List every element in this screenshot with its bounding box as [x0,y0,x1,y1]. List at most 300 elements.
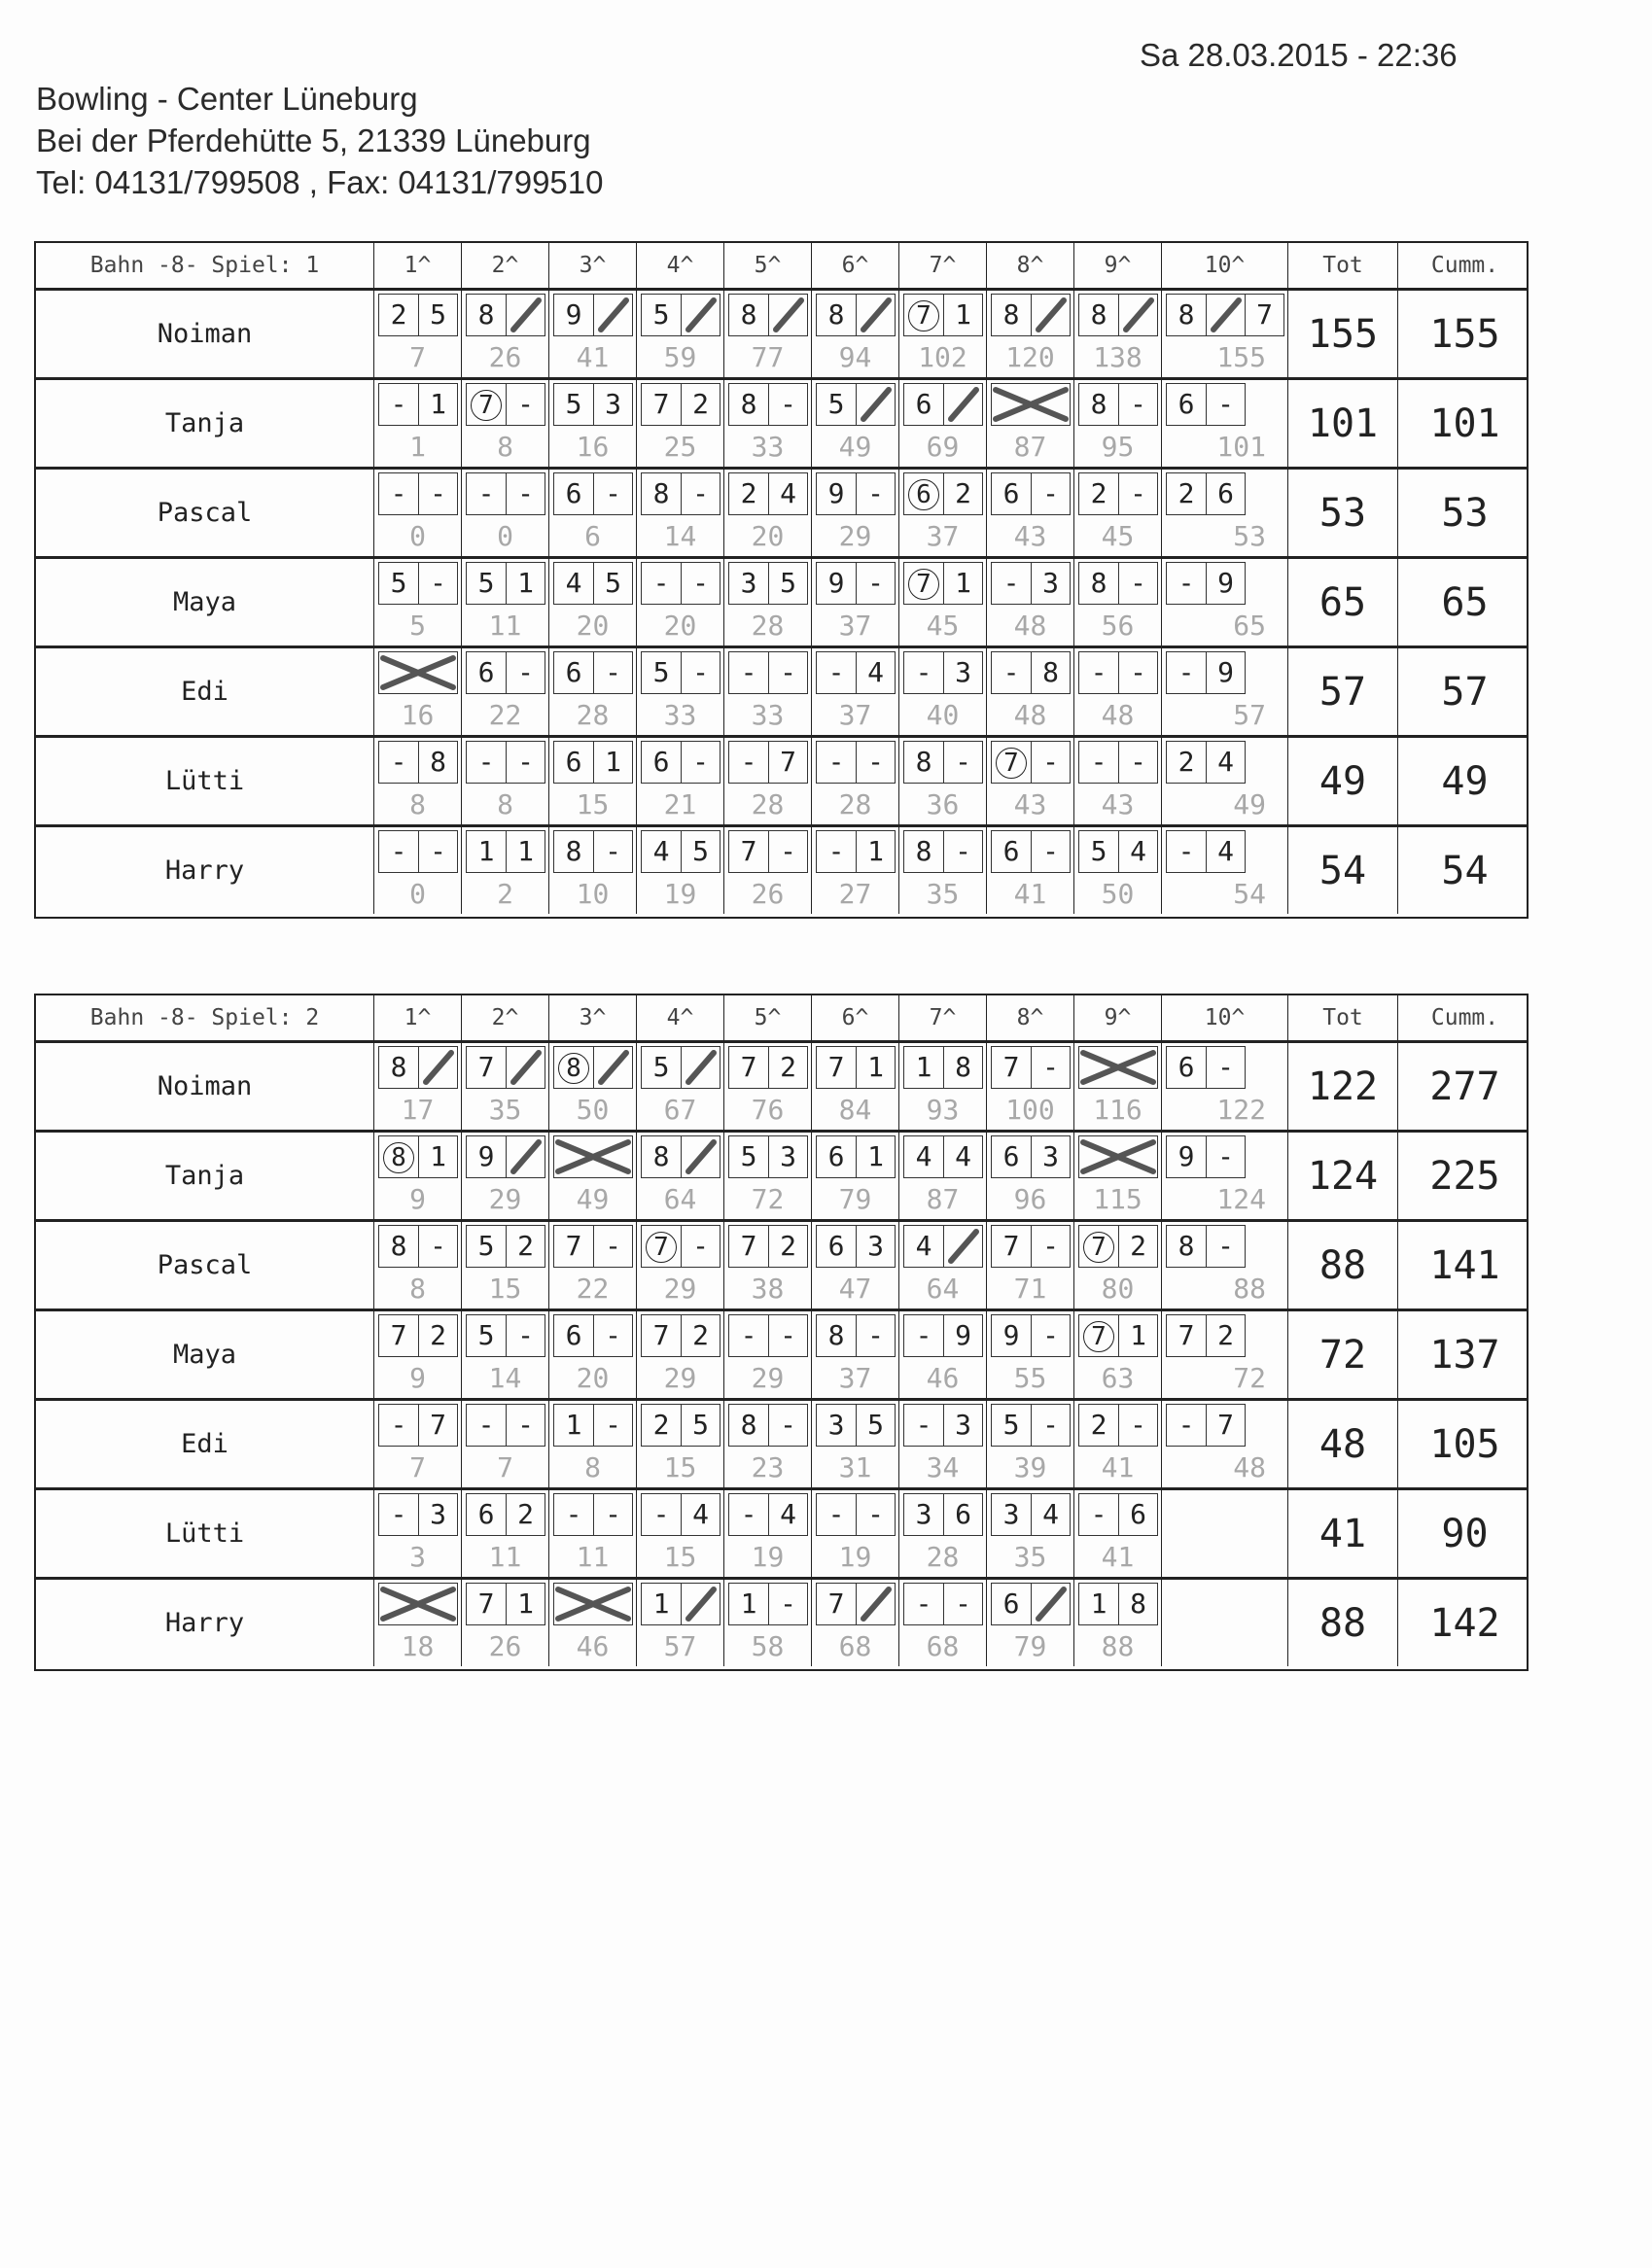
frame-10 [1162,1133,1288,1219]
roll: 7 [390,1319,407,1351]
frame-roll-box [553,1225,633,1268]
frame-3 [549,1222,637,1308]
player-name: Lütti [36,738,374,824]
frame-roll-box [1078,1583,1158,1625]
roll: - [1031,1047,1070,1088]
roll: - [856,473,895,514]
strike-mark [1079,1047,1157,1088]
frame-1 [374,559,462,646]
frame-roll-box [378,1493,458,1536]
game-total: 54 [1288,827,1398,914]
roll: 5 [856,1405,895,1446]
frame-cumulative-score: 46 [926,1362,960,1394]
roll: 7 [477,1588,495,1620]
frame-cumulative-score: 28 [751,788,785,820]
frame-cumulative-score: 11 [488,610,522,642]
roll: - [506,742,545,783]
roll: 6 [943,1494,982,1535]
frame-1 [374,291,462,377]
roll: 6 [565,746,582,778]
frame-roll-box [903,294,983,336]
frame-6 [812,1222,899,1308]
roll [506,1136,545,1177]
frame-4 [637,1580,724,1666]
frame-header-6: 6^ [812,243,899,288]
frame-cumulative-score: 17 [401,1094,435,1126]
roll: - [768,1405,807,1446]
roll: - [1118,473,1157,514]
roll: 6 [565,477,582,509]
roll: 1 [506,563,545,604]
frame-6 [812,1043,899,1130]
frame-cumulative-score: 0 [497,520,513,552]
roll: 4 [943,1136,982,1177]
frame-5 [724,1043,812,1130]
frame-roll-box [1166,1225,1246,1268]
roll: - [418,563,457,604]
frame-2 [462,1311,549,1398]
frame-cumulative-score: 79 [1013,1630,1047,1662]
spare-mark [682,1136,721,1177]
frame-10 [1162,1311,1288,1398]
roll: 2 [1177,477,1195,509]
roll: 1 [565,1409,582,1441]
cumulative-total: 105 [1429,1421,1500,1467]
frame-header-4: 4^ [637,243,724,288]
cumulative-total: 225 [1429,1153,1500,1199]
frame-roll-box [903,830,983,873]
roll: - [681,652,720,693]
roll: 1 [506,831,545,872]
frame-roll-box [466,562,545,605]
frame-7 [899,738,987,824]
frame-roll-box [728,1493,808,1536]
roll: 8 [1002,298,1020,331]
player-name: Noiman [36,1043,374,1130]
roll: 7 [740,1051,757,1083]
frame-roll-box [553,651,633,694]
frame-cumulative-score: 76 [751,1094,785,1126]
frame-3 [549,648,637,735]
roll: - [1031,1405,1070,1446]
roll [768,295,807,335]
frame-7 [899,1133,987,1219]
game-total: 65 [1288,559,1398,646]
frame-roll-box [991,472,1071,515]
roll: 6 [477,1498,495,1530]
frame-4 [637,827,724,914]
frame-cumulative-score: 16 [576,431,610,463]
roll: - [768,384,807,425]
frame-3 [549,738,637,824]
roll: - [768,831,807,872]
roll: 5 [681,1405,720,1446]
split-circled-roll: 7 [908,569,939,600]
frame-roll-box [378,383,458,426]
split-circled-roll: 6 [908,479,939,510]
player-row [36,1043,1527,1133]
roll: - [1118,652,1157,693]
roll: 6 [1177,388,1195,420]
spare-mark [682,1047,721,1088]
frame-roll-box [1166,472,1246,515]
frame-8 [987,1490,1074,1577]
roll: - [681,742,720,783]
cumm-header: Cumm. [1430,253,1499,278]
frame-10 [1162,559,1288,646]
frame-10 [1162,470,1288,556]
frame-roll-box [991,1583,1071,1625]
cumulative-total: 101 [1429,401,1500,446]
center-name: Bowling - Center Lüneburg [36,81,418,117]
roll: 4 [1118,831,1157,872]
frame-10 [1162,1043,1288,1130]
frame-roll-box [1078,741,1158,784]
frame-roll-box [1166,1404,1246,1447]
roll [856,384,895,425]
roll: - [1031,831,1070,872]
frame-cumulative-score: 41 [1101,1451,1135,1483]
roll: - [390,388,407,420]
frame-cumulative-score: 11 [576,1541,610,1573]
frame-cumulative-score: 57 [1233,699,1266,731]
roll [506,295,545,335]
frame-roll-box [1166,741,1246,784]
roll: 5 [477,1319,495,1351]
roll: - [1206,1226,1245,1267]
frame-2 [462,470,549,556]
frame-9 [1074,1043,1162,1130]
frame-1 [374,1222,462,1308]
roll [904,563,943,604]
player-name: Maya [36,1311,374,1398]
frame-1 [374,380,462,467]
frame-cumulative-score: 72 [1233,1362,1266,1394]
roll: 9 [1002,1319,1020,1351]
frame-cumulative-score: 34 [926,1451,960,1483]
frame-header-10: 10^ [1162,243,1288,288]
roll: 1 [418,1136,457,1177]
frame-roll-box [816,1493,896,1536]
frame-7 [899,470,987,556]
frame-roll-box [816,1046,896,1089]
roll: 5 [652,298,670,331]
roll: 6 [477,656,495,688]
roll: 1 [506,1584,545,1624]
roll: 8 [740,388,757,420]
game-total: 57 [1288,648,1398,735]
sheet-header-row [36,243,1527,291]
roll: 7 [477,1051,495,1083]
roll: 8 [943,1047,982,1088]
frame-roll-box [1078,1404,1158,1447]
frame-3 [549,291,637,377]
frame-cumulative-score: 11 [488,1541,522,1573]
roll: - [418,1226,457,1267]
spare-mark [682,1584,721,1624]
frame-5 [724,1222,812,1308]
frame-5 [724,1490,812,1577]
frame-cumulative-score: 68 [838,1630,872,1662]
roll: - [390,477,407,509]
frame-cumulative-score: 21 [663,788,697,820]
frame-cumulative-score: 26 [488,1630,522,1662]
frame-9 [1074,1311,1162,1398]
roll: 2 [418,1315,457,1356]
frame-cumulative-score: 71 [1013,1273,1047,1305]
frame-roll-box [466,1404,545,1447]
frame-roll-box [378,472,458,515]
frame-cumulative-score: 1 [409,431,426,463]
frame-5 [724,738,812,824]
split-circled-roll: 7 [908,300,939,331]
frame-cumulative-score: 120 [1005,341,1055,373]
frame-roll-box [466,472,545,515]
roll: - [593,1494,632,1535]
roll: 4 [768,473,807,514]
frame-roll-box [1166,1046,1246,1089]
roll: 7 [1002,1230,1020,1262]
frame-cumulative-score: 37 [838,610,872,642]
frame-10 [1162,1222,1288,1308]
roll: 2 [652,1409,670,1441]
frame-9 [1074,470,1162,556]
roll: 7 [827,1051,845,1083]
frame-3 [549,1580,637,1666]
frame-roll-box [553,830,633,873]
spare-mark [507,1136,545,1177]
game-total: 88 [1288,1222,1398,1308]
cumulative-total: 90 [1441,1511,1489,1556]
player-row [36,1401,1527,1490]
spare-mark [419,1047,458,1088]
game-total: 53 [1288,470,1398,556]
frame-10 [1162,1580,1288,1666]
frame-9 [1074,380,1162,467]
roll: - [1206,384,1245,425]
frame-cumulative-score: 49 [1233,788,1266,820]
frame-roll-box [1166,830,1246,873]
frame-cumulative-score: 20 [751,520,785,552]
frame-cumulative-score: 64 [663,1183,697,1215]
frame-9 [1074,1401,1162,1487]
frame-roll-box [1078,830,1158,873]
roll: 4 [681,1494,720,1535]
spare-mark [769,295,808,335]
roll: - [1177,567,1195,599]
frame-header-1: 1^ [374,995,462,1040]
roll [943,1226,982,1267]
frame-cumulative-score: 43 [1013,788,1047,820]
spare-mark [1207,295,1246,335]
frame-header-5: 5^ [724,995,812,1040]
game-total: 122 [1288,1043,1398,1130]
frame-10 [1162,1401,1288,1487]
frame-roll-box [378,1404,458,1447]
roll [642,1226,681,1267]
roll: 7 [1177,1319,1195,1351]
tot-header: Tot [1288,995,1398,1040]
frame-roll-box [1078,1135,1158,1178]
score-sheet-game-2 [34,994,1529,1671]
frame-roll-box [1166,651,1246,694]
frame-roll-box [378,562,458,605]
roll: - [565,1498,582,1530]
roll: 3 [856,1226,895,1267]
frame-4 [637,291,724,377]
frame-8 [987,380,1074,467]
frame-6 [812,1580,899,1666]
roll: 5 [593,563,632,604]
roll: - [915,656,932,688]
frame-1 [374,470,462,556]
frame-6 [812,559,899,646]
player-row [36,827,1527,917]
frame-cumulative-score: 7 [497,1451,513,1483]
frame-roll-box [466,1046,545,1089]
frame-1 [374,1580,462,1666]
frame-roll-box [466,1225,545,1268]
cumulative-total: 137 [1429,1332,1500,1378]
roll: 2 [768,1047,807,1088]
frame-4 [637,1401,724,1487]
roll: - [943,1584,982,1624]
cumulative-total: 49 [1441,758,1489,804]
frame-cumulative-score: 101 [1216,431,1266,463]
roll: 4 [1031,1494,1070,1535]
frame-roll-box [641,1046,721,1089]
roll: 8 [1090,388,1107,420]
frame-header-2: 2^ [462,995,549,1040]
roll: 7 [768,742,807,783]
roll: 7 [827,1588,845,1620]
frame-cumulative-score: 28 [751,610,785,642]
frame-2 [462,827,549,914]
frame-1 [374,1401,462,1487]
roll: - [740,1498,757,1530]
roll: - [856,1315,895,1356]
roll: 5 [681,831,720,872]
frame-3 [549,1401,637,1487]
frame-roll-box [903,383,983,426]
frame-cumulative-score: 15 [488,1273,522,1305]
roll [418,1047,457,1088]
frame-roll-box [903,1225,983,1268]
frame-roll-box [553,1046,633,1089]
roll: 8 [1090,298,1107,331]
roll: - [856,1494,895,1535]
frame-roll-box [903,651,983,694]
frame-roll-box [641,651,721,694]
roll: 1 [477,835,495,867]
frame-3 [549,380,637,467]
roll: - [915,1319,932,1351]
frame-roll-box [641,472,721,515]
frame-7 [899,380,987,467]
frame-cumulative-score: 95 [1101,431,1135,463]
frame-cumulative-score: 87 [1013,431,1047,463]
roll: 5 [740,1140,757,1172]
frame-cumulative-score: 115 [1093,1183,1142,1215]
roll [1079,1315,1118,1356]
frame-7 [899,1490,987,1577]
cumulative-total: 57 [1441,669,1489,715]
player-name: Lütti [36,1490,374,1577]
frame-roll-box [466,1314,545,1357]
game-total: 48 [1288,1401,1398,1487]
frame-8 [987,1133,1074,1219]
frame-10 [1162,380,1288,467]
split-circled-roll: 7 [471,390,502,421]
roll: - [1031,1315,1070,1356]
roll: 6 [1002,1140,1020,1172]
frame-cumulative-score: 43 [1013,520,1047,552]
player-name: Pascal [36,470,374,556]
player-row [36,291,1527,380]
frame-roll-box [816,741,896,784]
frame-9 [1074,1133,1162,1219]
frame-1 [374,1311,462,1398]
cumulative-total: 155 [1429,311,1500,357]
frame-roll-box [991,1314,1071,1357]
roll [1118,295,1157,335]
player-row [36,1311,1527,1401]
strike-mark [1079,1136,1157,1177]
frame-cumulative-score: 65 [1233,610,1266,642]
frame-roll-box [816,1583,896,1625]
roll: - [827,1498,845,1530]
frame-cumulative-score: 19 [838,1541,872,1573]
roll [1031,295,1070,335]
frame-roll-box [1078,383,1158,426]
frame-cumulative-score: 15 [576,788,610,820]
roll: 1 [418,384,457,425]
roll [1031,1584,1070,1624]
roll: 4 [915,1230,932,1262]
frame-cumulative-score: 29 [751,1362,785,1394]
frame-cumulative-score: 48 [1013,610,1047,642]
tot-header: Tot [1288,243,1398,288]
frame-cumulative-score: 2 [497,878,513,910]
roll: 8 [390,1051,407,1083]
roll: 7 [565,1230,582,1262]
spare-mark [944,384,983,425]
frame-header-10: 10^ [1162,995,1288,1040]
cumm-header: Cumm. [1430,1005,1499,1030]
spare-mark [1032,295,1071,335]
frame-header-9: 9^ [1074,995,1162,1040]
frame-roll-box [903,562,983,605]
roll: 7 [652,388,670,420]
roll: 1 [1090,1588,1107,1620]
frame-3 [549,1311,637,1398]
frame-cumulative-score: 88 [1233,1273,1266,1305]
roll: 9 [1206,563,1245,604]
roll: 3 [915,1498,932,1530]
roll: - [1090,746,1107,778]
frame-5 [724,1133,812,1219]
frame-roll-box [991,1225,1071,1268]
frame-5 [724,380,812,467]
frame-roll-box [553,472,633,515]
roll: - [1206,1136,1245,1177]
frame-roll-box [1166,1135,1246,1178]
frame-roll-box [641,294,721,336]
frame-roll-box [991,1493,1071,1536]
frame-roll-box [991,1046,1071,1089]
frame-8 [987,827,1074,914]
roll: - [593,652,632,693]
